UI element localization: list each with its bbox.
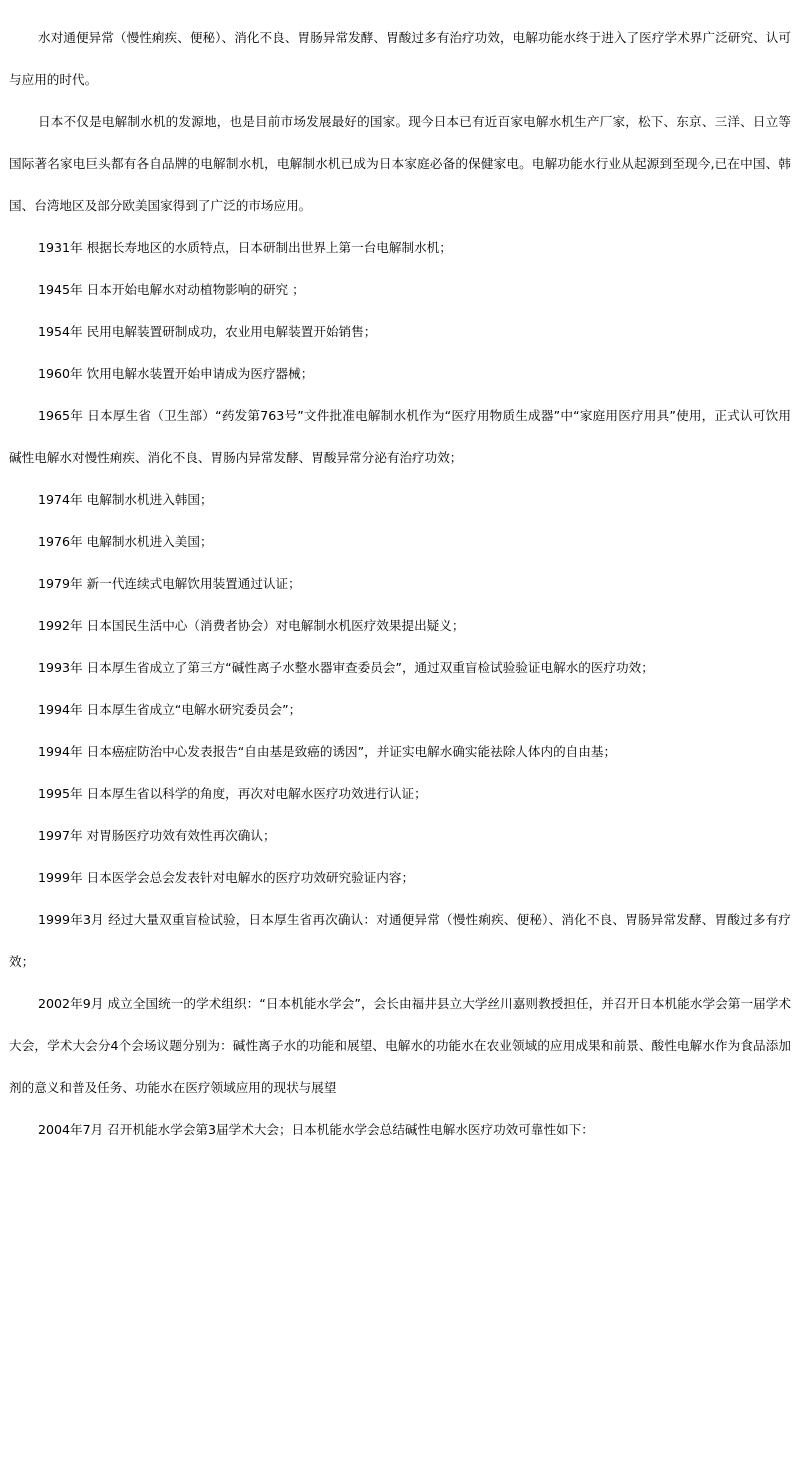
timeline-item-2002-09: 2002年9月 成立全国统一的学术组织：“日本机能水学会”，会长由福井县立大学丝川嘉则教授担任，并召开日本机能水学会第一届学术大会，学术大会分4个会场议题分别为：碱性离子水的功能和展望、电解水的功能水在农业领域的应用成果和前景、酸性电解水作为食品添加剂的意义和普及任务、功能水在医疗领域应用的现状与展望 (9, 996, 791, 1095)
timeline-item-1931: 1931年 根据长寿地区的水质特点，日本研制出世界上第一台电解制水机； (38, 240, 452, 255)
timeline-item-1960: 1960年 饮用电解水装置开始申请成为医疗器械； (38, 366, 314, 381)
paragraph-intro-continued: 水对通便异常（慢性痢疾、便秘）、消化不良、胃肠异常发酵、胃酸过多有治疗功效，电解功能水终于进入了医疗学术界广泛研究、认可与应用的时代。 (9, 30, 791, 87)
timeline-item-1965: 1965年 日本厚生省（卫生部）“药发第763号”文件批准电解制水机作为“医疗用物质生成器”中“家庭用医疗用具”使用，正式认可饮用碱性电解水对慢性痢疾、消化不良、胃肠内异常发酵、胃酸异常分泌有治疗功效； (9, 408, 791, 465)
timeline-item-1994a: 1994年 日本厚生省成立“电解水研究委员会”； (38, 702, 302, 717)
timeline-item-1993: 1993年 日本厚生省成立了第三方“碱性离子水整水器审查委员会”，通过双重盲检试验验证电解水的医疗功效； (38, 660, 654, 675)
timeline-item-2004-07: 2004年7月 召开机能水学会第3届学术大会；日本机能水学会总结碱性电解水医疗功效可靠性如下： (38, 1122, 594, 1137)
timeline-item-1974: 1974年 电解制水机进入韩国； (38, 492, 213, 507)
timeline-item-1999-03: 1999年3月 经过大量双重盲检试验，日本厚生省再次确认：对通便异常（慢性痢疾、便秘）、消化不良、胃肠异常发酵、胃酸过多有疗效； (9, 912, 791, 969)
document-body (9, 17, 791, 1151)
timeline-item-1979: 1979年 新一代连续式电解饮用装置通过认证； (38, 576, 301, 591)
paragraph-japan-origin: 日本不仅是电解制水机的发源地，也是目前市场发展最好的国家。现今日本已有近百家电解水机生产厂家，松下、东京、三洋、日立等国际著名家电巨头都有各自品牌的电解制水机，电解制水机已成为日本家庭必备的保健家电。电解功能水行业从起源到至现今,已在中国、韩国、台湾地区及部分欧美国家得到了广泛的市场应用。 (9, 114, 791, 213)
timeline-item-1997: 1997年 对胃肠医疗功效有效性再次确认； (38, 828, 276, 843)
timeline-item-1945: 1945年 日本开始电解水对动植物影响的研究 ； (38, 282, 305, 297)
timeline-item-1992: 1992年 日本国民生活中心（消费者协会）对电解制水机医疗效果提出疑义； (38, 618, 465, 633)
timeline-item-1994b: 1994年 日本癌症防治中心发表报告“自由基是致癌的诱因”，并证实电解水确实能祛除人体内的自由基； (38, 744, 617, 759)
timeline-item-1954: 1954年 民用电解装置研制成功，农业用电解装置开始销售； (38, 324, 377, 339)
timeline-item-1976: 1976年 电解制水机进入美国； (38, 534, 213, 549)
timeline-item-1999: 1999年 日本医学会总会发表针对电解水的医疗功效研究验证内容； (38, 870, 415, 885)
timeline-item-1995: 1995年 日本厚生省以科学的角度，再次对电解水医疗功效进行认证； (38, 786, 427, 801)
